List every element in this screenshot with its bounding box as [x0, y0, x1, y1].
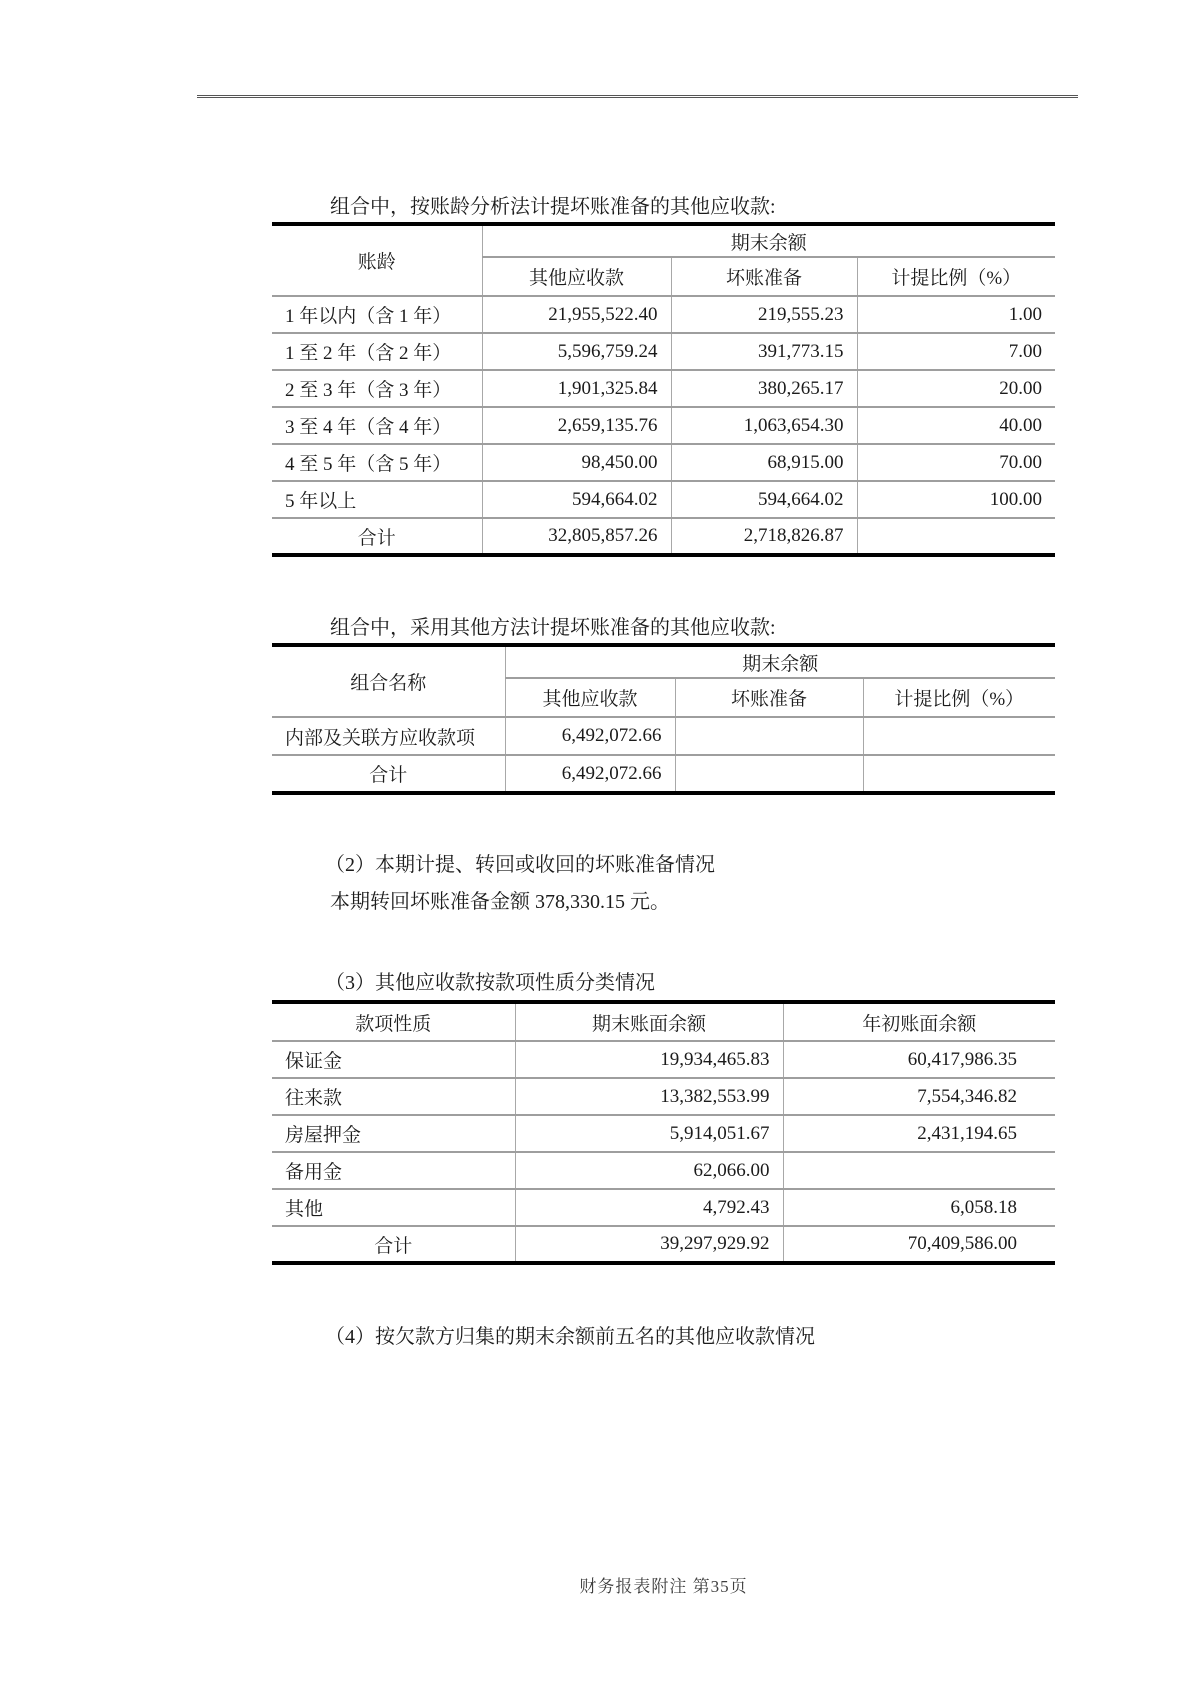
page-footer: 财务报表附注 第35页 [579, 1577, 748, 1596]
cell-ratio: 40.00 [857, 407, 1055, 444]
cell-ratio: 1.00 [857, 296, 1055, 333]
cell-opening [783, 1152, 1055, 1189]
cell-label: 5 年以上 [272, 481, 482, 518]
total-cell-closing: 39,297,929.92 [515, 1226, 783, 1263]
cell-label: 2 至 3 年（含 3 年） [272, 370, 482, 407]
cell-receivable: 21,955,522.40 [482, 296, 671, 333]
cell-closing: 4,792.43 [515, 1189, 783, 1226]
table-row [272, 370, 1055, 407]
total-cell-label: 合计 [272, 518, 482, 555]
nature-classification-table [272, 1000, 1055, 1265]
group-header-closing-balance: 期末余额 [505, 645, 1055, 678]
cell-receivable: 98,450.00 [482, 444, 671, 481]
cell-ratio: 7.00 [857, 333, 1055, 370]
table-total-row [272, 1226, 1055, 1263]
cell-bad_debt: 68,915.00 [671, 444, 857, 481]
table-row [272, 1152, 1055, 1189]
col-header-bad-debt-provision: 坏账准备 [671, 257, 857, 296]
table-row [272, 1115, 1055, 1152]
total-cell-receivable: 32,805,857.26 [482, 518, 671, 555]
heading-nature-classification: （3）其他应收款按款项性质分类情况 [325, 972, 655, 994]
table-row [272, 481, 1055, 518]
table-row [272, 296, 1055, 333]
cell-closing: 62,066.00 [515, 1152, 783, 1189]
cell-bad_debt: 1,063,654.30 [671, 407, 857, 444]
cell-bad_debt: 594,664.02 [671, 481, 857, 518]
total-cell-ratio [857, 518, 1055, 555]
cell-receivable: 5,596,759.24 [482, 333, 671, 370]
group-header-closing-balance: 期末余额 [482, 224, 1055, 257]
cell-label: 保证金 [272, 1041, 515, 1078]
total-cell-label: 合计 [272, 1226, 515, 1263]
cell-bad_debt [675, 717, 863, 755]
section-title-other-method: 组合中，采用其他方法计提坏账准备的其他应收款: [330, 617, 776, 639]
aging-analysis-table [272, 222, 1055, 557]
col-header-aging: 账龄 [272, 224, 482, 296]
table-total-row [272, 755, 1055, 793]
table-row [272, 1078, 1055, 1115]
cell-ratio: 70.00 [857, 444, 1055, 481]
cell-opening: 7,554,346.82 [783, 1078, 1055, 1115]
cell-ratio: 20.00 [857, 370, 1055, 407]
cell-label: 内部及关联方应收款项 [272, 717, 505, 755]
col-header-portfolio-name: 组合名称 [272, 645, 505, 717]
cell-label: 3 至 4 年（含 4 年） [272, 407, 482, 444]
col-header-other-receivables: 其他应收款 [505, 678, 675, 717]
cell-ratio: 100.00 [857, 481, 1055, 518]
col-header-other-receivables: 其他应收款 [482, 257, 671, 296]
cell-receivable: 6,492,072.66 [505, 717, 675, 755]
cell-label: 1 至 2 年（含 2 年） [272, 333, 482, 370]
table-row [272, 333, 1055, 370]
cell-opening: 2,431,194.65 [783, 1115, 1055, 1152]
table-row [272, 407, 1055, 444]
cell-opening: 6,058.18 [783, 1189, 1055, 1226]
heading-top-five-debtors: （4）按欠款方归集的期末余额前五名的其他应收款情况 [325, 1326, 815, 1348]
cell-ratio [863, 717, 1055, 755]
total-cell-receivable: 6,492,072.66 [505, 755, 675, 793]
heading-provision-movement: （2）本期计提、转回或收回的坏账准备情况 [325, 854, 715, 876]
cell-label: 房屋押金 [272, 1115, 515, 1152]
table-row [272, 1041, 1055, 1078]
cell-label: 其他 [272, 1189, 515, 1226]
cell-label: 备用金 [272, 1152, 515, 1189]
paragraph-provision-reversal: 本期转回坏账准备金额 378,330.15 元。 [330, 891, 670, 913]
total-cell-bad_debt: 2,718,826.87 [671, 518, 857, 555]
cell-label: 往来款 [272, 1078, 515, 1115]
cell-bad_debt: 219,555.23 [671, 296, 857, 333]
col-header-bad-debt-provision: 坏账准备 [675, 678, 863, 717]
col-header-provision-ratio: 计提比例（%） [857, 257, 1055, 296]
page-header-rule [197, 95, 1078, 98]
cell-label: 4 至 5 年（含 5 年） [272, 444, 482, 481]
total-cell-ratio [863, 755, 1055, 793]
total-cell-opening: 70,409,586.00 [907, 1233, 1017, 1254]
cell-bad_debt: 380,265.17 [671, 370, 857, 407]
cell-receivable: 1,901,325.84 [482, 370, 671, 407]
table-header-row [272, 645, 1055, 678]
cell-opening: 60,417,986.35 [783, 1041, 1055, 1078]
col-header-closing-book-balance: 期末账面余额 [515, 1002, 783, 1041]
table-row [272, 444, 1055, 481]
table-row [272, 1189, 1055, 1226]
col-header-nature: 款项性质 [272, 1002, 515, 1041]
cell-closing: 13,382,553.99 [515, 1078, 783, 1115]
total-cell-bad_debt [675, 755, 863, 793]
col-header-provision-ratio: 计提比例（%） [863, 678, 1055, 717]
cell-bad_debt: 391,773.15 [671, 333, 857, 370]
cell-receivable: 2,659,135.76 [482, 407, 671, 444]
table-header-row [272, 1002, 1055, 1041]
section-title-aging-method: 组合中，按账龄分析法计提坏账准备的其他应收款: [330, 196, 776, 218]
cell-label: 1 年以内（含 1 年） [272, 296, 482, 333]
table-total-row [272, 518, 1055, 555]
cell-closing: 19,934,465.83 [515, 1041, 783, 1078]
col-header-opening-book-balance: 年初账面余额 [783, 1002, 1055, 1041]
table-header-row [272, 224, 1055, 257]
cell-closing: 5,914,051.67 [515, 1115, 783, 1152]
total-cell-label: 合计 [272, 755, 505, 793]
table-row [272, 717, 1055, 755]
cell-receivable: 594,664.02 [482, 481, 671, 518]
other-method-table [272, 643, 1055, 795]
